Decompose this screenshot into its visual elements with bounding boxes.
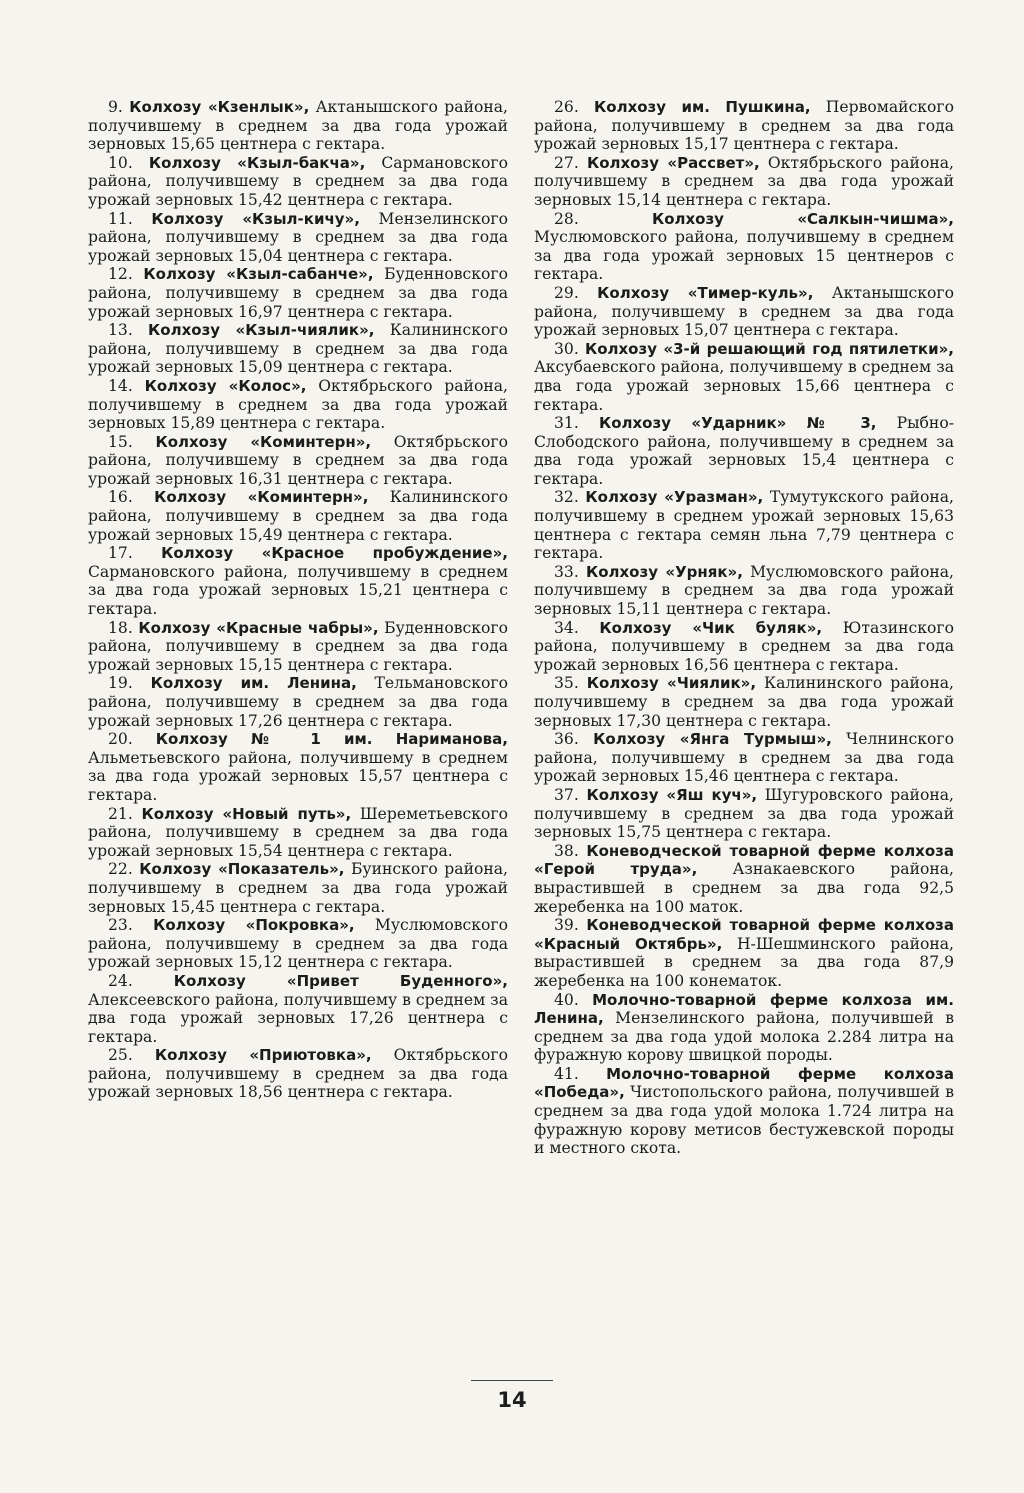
award-entry xyxy=(534,340,954,414)
award-entry xyxy=(88,154,508,210)
award-entry xyxy=(534,98,954,154)
award-entry xyxy=(88,210,508,266)
left-column xyxy=(88,98,508,1398)
entry-number: 10. xyxy=(108,153,133,172)
entry-text: Актанышского района, получившему в среднем за два года урожай зерновых 15,07 центнера с гектара. xyxy=(534,283,954,340)
entry-recipient: Колхозу «Салкын-чишма», xyxy=(651,209,954,228)
entry-number: 24. xyxy=(108,971,133,990)
entry-text: Азнакаевского района, вырастившей в среднем за два года 92,5 жеребенка на 100 маток. xyxy=(534,860,955,916)
entry-recipient: Колхозу «Приютовка», xyxy=(154,1046,372,1065)
entry-recipient: Колхозу «Урняк», xyxy=(585,562,743,581)
entry-recipient: Колхозу «Красные чабры», xyxy=(138,618,379,637)
entry-text: Аксубаевского района, получившему в среднем за два года урожай зерновых 15,66 центнера с гектара. xyxy=(534,358,954,414)
entry-text: Актанышского района, получившему в среднем за два года урожай зерновых 15,65 центнера с гектара. xyxy=(88,98,508,154)
entry-number: 31. xyxy=(554,414,579,433)
entry-recipient: Колхозу «Колос», xyxy=(144,376,307,395)
entry-text: Чистопольского района, получившей в среднем за два года удой молока 1.724 литра на фуражную корову метисов бестужевской породы и местного скота. xyxy=(534,1083,954,1158)
entry-number: 17. xyxy=(108,544,133,563)
award-entry xyxy=(88,544,508,618)
footer-rule xyxy=(471,1380,553,1381)
entry-number: 25. xyxy=(108,1046,133,1065)
entry-recipient: Молочно-товарной ферме колхоза им. Ленина, xyxy=(534,990,954,1028)
document-page xyxy=(88,98,954,1398)
entry-number: 30. xyxy=(554,339,579,358)
entry-recipient: Колхозу № 1 им. Нариманова, xyxy=(155,730,508,749)
entry-number: 12. xyxy=(108,265,133,284)
entry-text: Шугуровского района, получившему в среднем за два года урожай зерновых 15,75 центнера с гектара. xyxy=(534,785,954,842)
award-entry xyxy=(534,1065,954,1158)
entry-text: Мензелинского района, получившему в среднем за два года урожай зерновых 15,04 центнера с гектара. xyxy=(88,209,508,265)
entry-number: 22. xyxy=(108,860,133,879)
entry-number: 29. xyxy=(554,283,579,302)
entry-recipient: Колхозу «Чиялик», xyxy=(586,674,757,693)
entry-text: Челнинского района, получившему в среднем за два года урожай зерновых 15,46 центнера с гектара. xyxy=(534,730,954,786)
entry-number: 27. xyxy=(554,153,579,172)
award-entry xyxy=(88,488,508,544)
entry-number: 19. xyxy=(108,674,133,693)
entry-text: Ютазинского района, получившему в среднем за два года урожай зерновых 16,56 центнера с гектара. xyxy=(534,618,954,674)
entry-text: Альметьевского района, получившему в среднем за два года урожай зерновых 15,57 центнера с гектара. xyxy=(88,748,508,804)
entry-number: 16. xyxy=(108,488,133,507)
award-entry xyxy=(88,916,508,972)
entry-recipient: Колхозу «Кзыл-чиялик», xyxy=(148,321,375,340)
entry-recipient: Колхозу «Чик буляк», xyxy=(599,618,823,637)
entry-recipient: Колхозу «Яш куч», xyxy=(586,785,758,804)
entry-number: 36. xyxy=(554,730,579,749)
entry-recipient: Колхозу «Привет Буденного», xyxy=(173,971,508,990)
award-entry xyxy=(534,563,954,619)
award-entry xyxy=(534,210,954,284)
entry-recipient: Колхозу «Ударник» № 3, xyxy=(598,414,877,433)
entry-number: 34. xyxy=(554,618,579,637)
award-entry xyxy=(534,786,954,842)
entry-text: Мензелинского района, получившей в среднем за два года удой молока 2.284 литра на фуражную корову швицкой породы. xyxy=(534,1009,954,1065)
entry-recipient: Колхозу «Кзыл-бакча», xyxy=(148,153,366,172)
entry-recipient: Колхозу «Коминтерн», xyxy=(154,488,369,507)
entry-number: 38. xyxy=(554,841,579,860)
entry-number: 11. xyxy=(108,209,133,228)
entry-number: 35. xyxy=(554,674,579,693)
entry-text: Алексеевского района, получившему в среднем за два года урожай зерновых 17,26 центнера с гектара. xyxy=(88,990,508,1046)
award-entry xyxy=(88,730,508,804)
entry-recipient: Колхозу «Рассвет», xyxy=(586,153,760,172)
entry-number: 21. xyxy=(108,804,133,823)
entry-text: Октябрьского района, получившему в среднем за два года урожай зерновых 18,56 центнера с гектара. xyxy=(88,1046,508,1102)
entry-number: 14. xyxy=(108,376,133,395)
entry-recipient: Колхозу им. Ленина, xyxy=(150,674,357,693)
award-entry xyxy=(534,991,954,1065)
entry-recipient: Колхозу «Кзенлык», xyxy=(129,98,310,116)
entry-number: 18. xyxy=(108,618,133,637)
award-entry xyxy=(534,284,954,340)
entry-text: Буденновского района, получившему в среднем за два года урожай зерновых 15,15 центнера с гектара. xyxy=(88,618,508,674)
entry-text: Буденновского района, получившему в среднем за два года урожай зерновых 16,97 центнера с гектара. xyxy=(88,265,508,321)
entry-text: Сармановского района, получившему в среднем за два года урожай зерновых 15,21 центнера с гектара. xyxy=(88,562,508,619)
entry-recipient: Колхозу «Коминтерн», xyxy=(155,432,372,451)
award-entry xyxy=(88,619,508,675)
entry-recipient: Коневодческой товарной ферме колхоза «Герой труда», xyxy=(534,841,954,879)
entry-recipient: Коневодческой товарной ферме колхоза «Красный Октябрь», xyxy=(534,916,954,953)
entry-number: 26. xyxy=(554,98,579,116)
entry-recipient: Колхозу «Покровка», xyxy=(153,916,355,935)
entry-text: Шереметьевского района, получившему в среднем за два года урожай зерновых 15,54 центнера с гектара. xyxy=(88,804,508,860)
award-entry xyxy=(534,488,954,562)
entry-text: Муслюмовского района, получившему в среднем за два года урожай зерновых 15,12 центнера с гектара. xyxy=(88,916,508,972)
entry-recipient: Колхозу «Показатель», xyxy=(139,860,345,879)
entry-recipient: Колхозу «Янга Турмыш», xyxy=(593,730,832,749)
entry-number: 28. xyxy=(554,209,579,228)
award-entry xyxy=(88,860,508,916)
award-entry xyxy=(534,414,954,488)
award-entry xyxy=(534,154,954,210)
award-entry xyxy=(88,1046,508,1102)
entry-number: 33. xyxy=(554,562,579,581)
entry-recipient: Колхозу «Красное пробуждение», xyxy=(161,544,508,563)
award-entry xyxy=(88,433,508,489)
award-entry xyxy=(88,377,508,433)
entry-text: Буинского района, получившему в среднем за два года урожай зерновых 15,45 центнера с гектара. xyxy=(88,860,508,916)
entry-number: 20. xyxy=(108,730,133,749)
entry-recipient: Колхозу «Новый путь», xyxy=(141,804,352,823)
award-entry xyxy=(88,805,508,861)
entry-recipient: Колхозу им. Пушкина, xyxy=(594,98,811,116)
entry-recipient: Колхозу «Кзыл-кичу», xyxy=(151,209,360,228)
award-entry xyxy=(534,619,954,675)
entry-text: Муслюмовского района, получившему в среднем за два года урожай зерновых 15 центнеров с гектара. xyxy=(534,228,954,284)
entry-recipient: Колхозу «Кзыл-сабанче», xyxy=(143,265,374,284)
award-entry xyxy=(88,321,508,377)
award-entry xyxy=(88,265,508,321)
entry-number: 39. xyxy=(554,916,579,935)
award-entry xyxy=(88,972,508,1046)
entry-text: Первомайского района, получившему в среднем за два года урожай зерновых 15,17 центнера с гектара. xyxy=(534,98,954,154)
entry-recipient: Колхозу «Уразман», xyxy=(585,488,764,507)
entry-text: Калининского района, получившему в среднем за два года урожай зерновых 15,49 центнера с гектара. xyxy=(88,488,508,544)
entry-number: 32. xyxy=(554,488,579,507)
entry-text: Октябрьского района, получившему в среднем за два года урожай зерновых 15,89 центнера с гектара. xyxy=(88,376,508,433)
award-entry xyxy=(534,842,954,916)
award-entry xyxy=(534,916,954,990)
entry-text: Тумутукского района, получившему в среднем урожай зерновых 15,63 центнера с гектара семян льна 7,79 центнера с гектара. xyxy=(534,488,954,563)
entry-recipient: Молочно-товарной ферме колхоза «Победа», xyxy=(534,1064,954,1102)
entry-text: Муслюмовского района, получившему в среднем за два года урожай зерновых 15,11 центнера с гектара. xyxy=(534,562,954,619)
entry-recipient: Колхозу «3-й решающий год пятилетки», xyxy=(584,339,954,358)
entry-text: Сармановского района, получившему в среднем за два года урожай зерновых 15,42 центнера с гектара. xyxy=(88,153,508,209)
entry-recipient: Колхозу «Тимер-куль», xyxy=(597,283,814,302)
award-entry xyxy=(534,674,954,730)
entry-text: Рыбно-Слободского района, получившему в среднем за два года урожай зерновых 15,4 центнера с гектара. xyxy=(534,414,954,488)
entry-number: 15. xyxy=(108,432,133,451)
entry-number: 9. xyxy=(108,98,123,116)
entry-number: 37. xyxy=(554,785,579,804)
entry-text: Октябрьского района, получившему в среднем за два года урожай зерновых 16,31 центнера с гектара. xyxy=(88,432,508,488)
entry-text: Калининского района, получившему в среднем за два года урожай зерновых 17,30 центнера с гектара. xyxy=(534,674,954,730)
entry-number: 41. xyxy=(554,1064,579,1083)
entry-text: Тельмановского района, получившему в среднем за два года урожай зерновых 17,26 центнера с гектара. xyxy=(88,674,508,730)
page-number: 14 xyxy=(497,1388,527,1412)
entry-text: Калининского района, получившему в среднем за два года урожай зерновых 15,09 центнера с гектара. xyxy=(88,321,508,377)
award-entry xyxy=(88,674,508,730)
entry-number: 13. xyxy=(108,321,133,340)
right-column xyxy=(534,98,954,1398)
award-entry xyxy=(88,98,508,154)
entry-number: 23. xyxy=(108,916,133,935)
award-entry xyxy=(534,730,954,786)
entry-number: 40. xyxy=(554,990,579,1009)
entry-text: Октябрьского района, получившему в среднем за два года урожай зерновых 15,14 центнера с гектара. xyxy=(534,153,954,209)
entry-text: Н-Шешминского района, вырастившей в среднем за два года 87,9 жеребенка на 100 конематок. xyxy=(534,934,954,990)
